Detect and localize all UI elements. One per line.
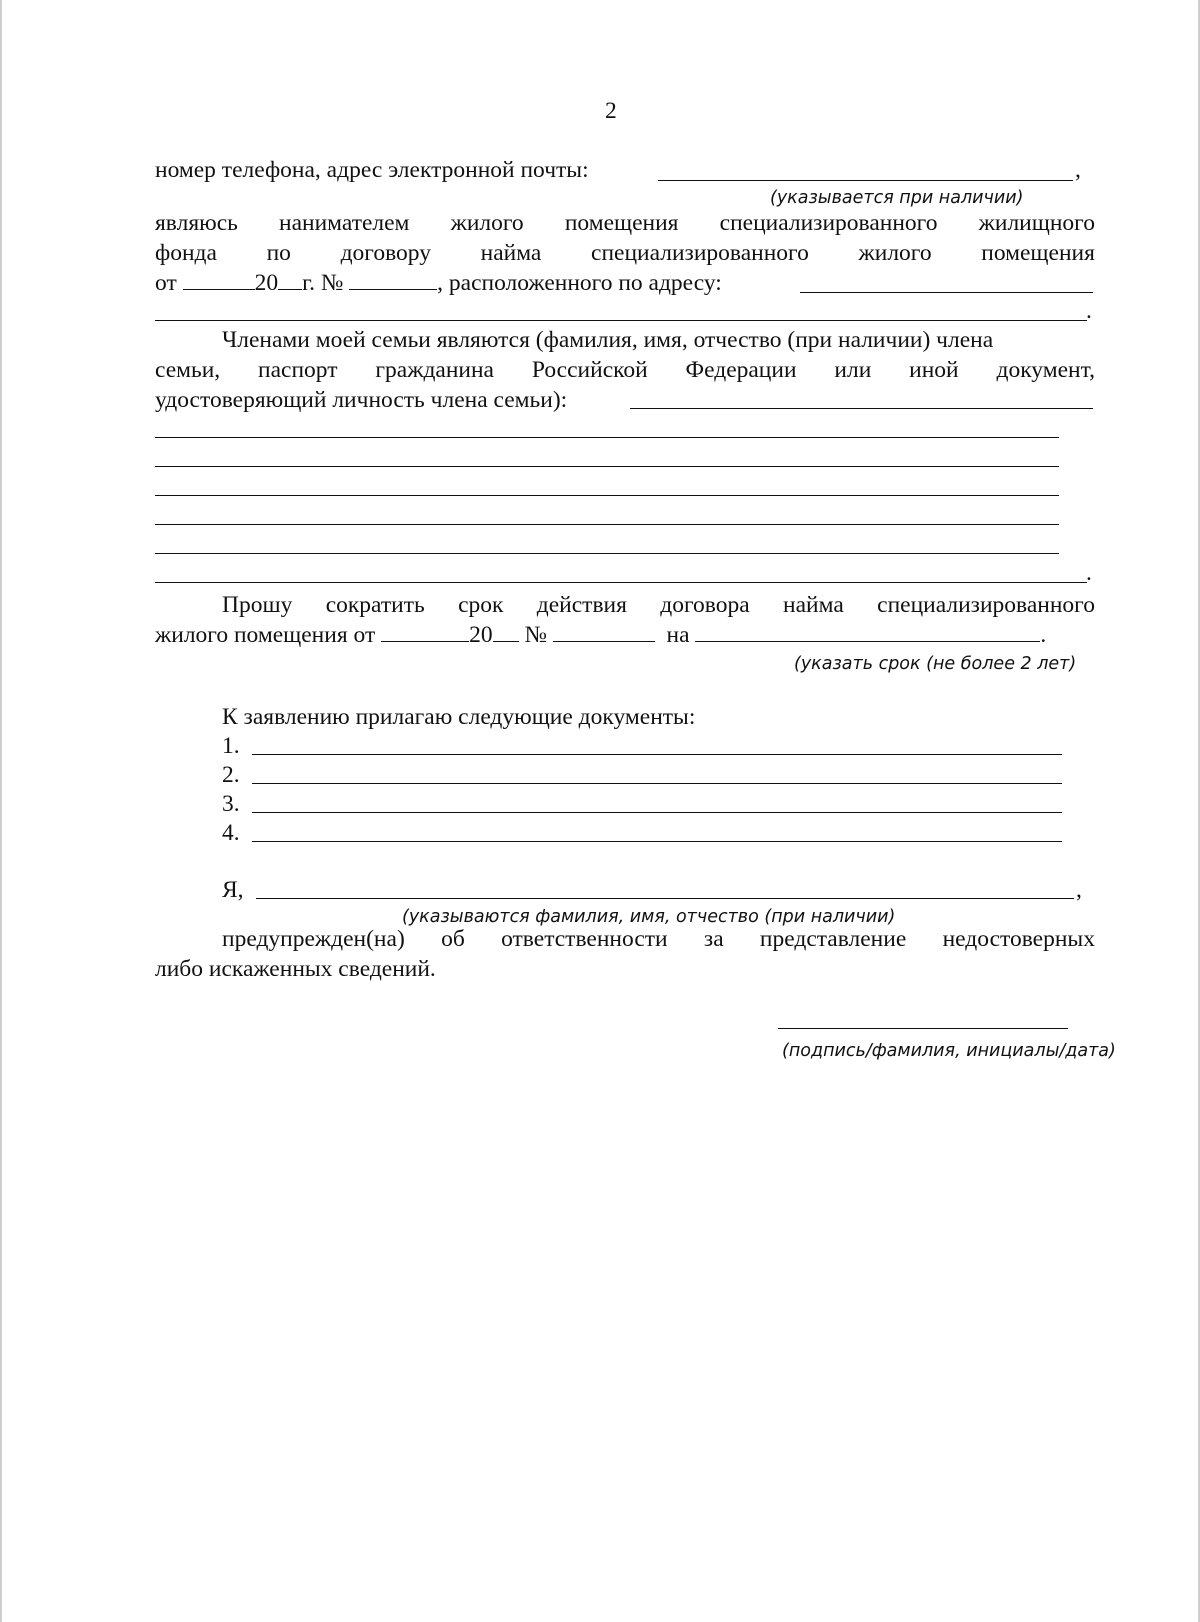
family-field-line-5[interactable] [155, 553, 1059, 554]
request-line-2: жилого помещения от 20 № на . [155, 622, 1047, 648]
scan-edge-left [0, 0, 2, 1622]
family-field-line-2[interactable] [155, 466, 1059, 467]
contact-comma: , [1075, 157, 1081, 183]
contract-date-field[interactable] [183, 269, 255, 290]
family-field-line-1[interactable] [155, 437, 1059, 438]
declarant-name-field[interactable] [256, 898, 1074, 899]
contact-note: (указывается при наличии) [770, 188, 1024, 208]
contract-year-field[interactable] [278, 269, 302, 290]
attachment-field-3[interactable] [252, 812, 1062, 813]
request-number-field[interactable] [553, 621, 655, 642]
request-term-field[interactable] [695, 621, 1040, 642]
address-field-start[interactable] [800, 292, 1093, 293]
attachment-field-1[interactable] [252, 754, 1062, 755]
request-date-field[interactable] [381, 621, 469, 642]
attachment-number-3: 3. [222, 791, 240, 817]
tenant-line-2: фонда по договору найма специализированного жилого помещения [155, 240, 1095, 266]
signature-note: (подпись/фамилия, инициалы/дата) [782, 1041, 1116, 1061]
tenant-line-1: являюсь нанимателем жилого помещения специализированного жилищного [155, 210, 1095, 236]
attachment-field-2[interactable] [252, 783, 1062, 784]
warning-line-1: предупрежден(на) об ответственности за представление недостоверных [222, 926, 1095, 952]
family-line-3: удостоверяющий личность члена семьи): [155, 387, 568, 413]
family-field-line-3[interactable] [155, 495, 1059, 496]
family-field-start[interactable] [630, 408, 1093, 409]
warning-line-2: либо искаженных сведений. [155, 956, 436, 982]
request-line-1: Прошу сократить срок действия договора найма специализированного [222, 592, 1095, 618]
request-note: (указать срок (не более 2 лет) [794, 654, 1077, 674]
attachment-field-4[interactable] [252, 841, 1062, 842]
attachments-title: К заявлению прилагаю следующие документы: [222, 704, 696, 730]
attachment-number-4: 4. [222, 820, 240, 846]
address-period: . [1086, 298, 1092, 324]
attachment-number-1: 1. [222, 733, 240, 759]
declarant-comma: , [1076, 877, 1082, 903]
address-field-line[interactable] [155, 320, 1087, 321]
declarant-prefix: Я, [222, 877, 244, 903]
signature-field[interactable] [778, 1028, 1068, 1029]
request-year-field[interactable] [493, 621, 519, 642]
contact-label: номер телефона, адрес электронной почты: [155, 157, 589, 183]
family-field-line-6[interactable] [155, 582, 1087, 583]
attachment-number-2: 2. [222, 762, 240, 788]
family-period: . [1086, 560, 1092, 586]
page-number: 2 [605, 98, 617, 124]
family-line-1: Членами моей семьи являются (фамилия, имя, отчество (при наличии) члена [222, 327, 994, 353]
declarant-note: (указываются фамилия, имя, отчество (при наличии) [402, 907, 896, 927]
family-line-2: семьи, паспорт гражданина Российской Федерации или иной документ, [155, 357, 1095, 383]
contract-number-field[interactable] [349, 269, 437, 290]
tenant-line-3: от 20 г. № , расположенного по адресу: [155, 270, 722, 296]
contact-field[interactable] [658, 180, 1073, 181]
family-field-line-4[interactable] [155, 524, 1059, 525]
